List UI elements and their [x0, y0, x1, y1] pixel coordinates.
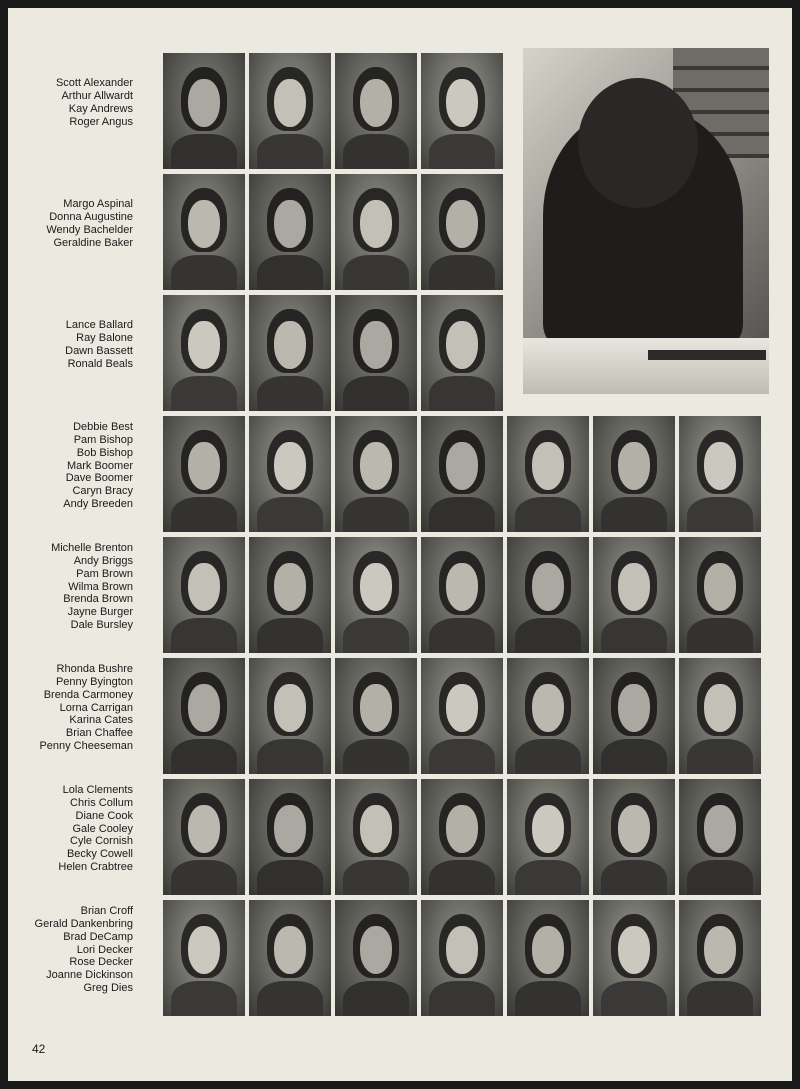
portrait-face: [446, 79, 479, 128]
portrait-face: [188, 442, 221, 491]
book-stack: [523, 338, 769, 394]
portrait-face: [446, 805, 479, 854]
student-portrait: [163, 295, 245, 411]
student-portrait: [679, 658, 761, 774]
student-portrait: [421, 779, 503, 895]
student-name: Caryn Bracy: [72, 485, 133, 498]
student-portrait: [163, 53, 245, 169]
portrait-face: [446, 563, 479, 612]
portrait-face: [704, 684, 737, 733]
student-portrait: [593, 537, 675, 653]
name-list: [0, 542, 133, 632]
portrait-body: [343, 860, 409, 895]
student-name: Rhonda Bushre: [56, 662, 133, 675]
student-portrait: [335, 779, 417, 895]
portrait-body: [687, 981, 753, 1016]
student-portrait: [593, 779, 675, 895]
portrait-face: [532, 805, 565, 854]
portrait-face: [274, 79, 307, 128]
student-portrait: [679, 900, 761, 1016]
portrait-face: [618, 684, 651, 733]
student-portrait: [507, 900, 589, 1016]
student-portrait: [679, 416, 761, 532]
portrait-body: [171, 376, 237, 411]
portrait-body: [515, 739, 581, 774]
portrait-body: [343, 255, 409, 290]
student-name: Penny Cheeseman: [39, 740, 133, 753]
portrait-face: [446, 442, 479, 491]
student-portrait: [249, 900, 331, 1016]
portrait-body: [343, 134, 409, 169]
portrait-face: [188, 684, 221, 733]
student-name: Rose Decker: [69, 956, 133, 969]
student-portrait: [335, 174, 417, 290]
portrait-face: [188, 79, 221, 128]
student-portrait: [507, 779, 589, 895]
student-name: Wilma Brown: [68, 580, 133, 593]
student-portrait: [421, 537, 503, 653]
portrait-face: [532, 442, 565, 491]
name-list: [0, 663, 133, 753]
portrait-body: [171, 981, 237, 1016]
portrait-body: [687, 497, 753, 532]
candid-photo: [523, 48, 769, 394]
portrait-body: [515, 618, 581, 653]
portrait-body: [429, 860, 495, 895]
portrait-face: [188, 321, 221, 370]
student-portrait: [507, 658, 589, 774]
portrait-face: [704, 563, 737, 612]
student-name: Scott Alexander: [55, 77, 133, 90]
student-name: Gerald Dankenbring: [34, 917, 133, 930]
student-name: Dawn Bassett: [65, 345, 133, 357]
portrait-face: [618, 442, 651, 491]
student-portrait: [421, 416, 503, 532]
student-name: Debbie Best: [73, 420, 133, 433]
student-name: Brian Chaffee: [65, 727, 133, 740]
student-portrait: [335, 295, 417, 411]
student-name: Lance Ballard: [65, 319, 133, 332]
portrait-face: [188, 200, 221, 249]
student-name: Joanne Dickinson: [46, 969, 133, 982]
portrait-face: [360, 805, 393, 854]
student-portrait: [593, 658, 675, 774]
student-name: Mark Boomer: [66, 459, 133, 472]
student-name: Jayne Burger: [67, 606, 133, 619]
student-name: Lorna Carrigan: [59, 701, 133, 714]
portrait-body: [257, 618, 323, 653]
student-portrait: [163, 174, 245, 290]
portrait-face: [360, 442, 393, 491]
portrait-body: [515, 497, 581, 532]
portrait-body: [429, 618, 495, 653]
student-name: Dale Bursley: [70, 619, 133, 632]
portrait-face: [704, 805, 737, 854]
student-name: Geraldine Baker: [53, 236, 133, 249]
student-portrait: [679, 779, 761, 895]
book-spine: [648, 350, 766, 360]
student-name: Greg Dies: [83, 982, 133, 995]
portrait-face: [618, 926, 651, 975]
portrait-face: [274, 684, 307, 733]
portrait-face: [446, 200, 479, 249]
portrait-body: [343, 981, 409, 1016]
student-name: Wendy Bachelder: [46, 224, 133, 236]
student-portrait: [421, 658, 503, 774]
student-name: Cyle Cornish: [70, 835, 133, 848]
student-portrait: [421, 53, 503, 169]
student-portrait: [249, 295, 331, 411]
portrait-body: [343, 618, 409, 653]
portrait-face: [274, 200, 307, 249]
portrait-body: [601, 739, 667, 774]
portrait-body: [601, 860, 667, 895]
student-name: Gale Cooley: [72, 822, 133, 835]
student-name: Andy Breeden: [63, 498, 133, 511]
student-portrait: [421, 900, 503, 1016]
portrait-face: [274, 926, 307, 975]
student-name: Diane Cook: [75, 809, 133, 822]
student-name: Helen Crabtree: [58, 861, 133, 874]
student-portrait: [249, 779, 331, 895]
student-name: Bob Bishop: [76, 446, 133, 459]
portrait-face: [446, 321, 479, 370]
student-name: Arthur Allwardt: [61, 90, 133, 103]
portrait-face: [618, 563, 651, 612]
portrait-body: [171, 739, 237, 774]
student-portrait: [507, 537, 589, 653]
portrait-body: [429, 255, 495, 290]
page-number: 42: [32, 1042, 46, 1056]
student-name: Kay Andrews: [68, 103, 133, 115]
student-name: Lori Decker: [76, 943, 133, 956]
student-portrait: [249, 416, 331, 532]
portrait-body: [257, 134, 323, 169]
portrait-body: [343, 497, 409, 532]
student-portrait: [335, 537, 417, 653]
student-name: Brian Croff: [80, 904, 133, 917]
student-name: Brad DeCamp: [63, 930, 133, 943]
student-name: Brenda Brown: [63, 593, 133, 606]
portrait-face: [446, 684, 479, 733]
student-portrait: [249, 537, 331, 653]
portrait-face: [360, 321, 393, 370]
name-list: [0, 77, 133, 129]
student-name: Ronald Beals: [67, 357, 133, 370]
portrait-face: [532, 926, 565, 975]
portrait-body: [601, 981, 667, 1016]
portrait-face: [360, 684, 393, 733]
portrait-face: [532, 684, 565, 733]
portrait-face: [274, 805, 307, 854]
portrait-body: [171, 255, 237, 290]
student-portrait: [335, 53, 417, 169]
portrait-body: [515, 860, 581, 895]
name-list: [0, 905, 133, 995]
portrait-body: [257, 255, 323, 290]
student-name: Dave Boomer: [65, 472, 133, 485]
student-portrait: [335, 658, 417, 774]
yearbook-page: [8, 8, 792, 1081]
portrait-face: [360, 200, 393, 249]
name-list: [0, 319, 133, 371]
student-portrait: [421, 295, 503, 411]
student-portrait: [335, 416, 417, 532]
portrait-face: [446, 926, 479, 975]
portrait-body: [429, 497, 495, 532]
portrait-body: [601, 497, 667, 532]
portrait-face: [188, 926, 221, 975]
student-name: Ray Balone: [76, 332, 133, 345]
portrait-face: [360, 79, 393, 128]
portrait-face: [704, 442, 737, 491]
student-name: Brenda Carmoney: [43, 688, 133, 701]
student-portrait: [335, 900, 417, 1016]
portrait-body: [515, 981, 581, 1016]
portrait-body: [257, 376, 323, 411]
student-name: Chris Collum: [70, 796, 133, 809]
student-portrait: [163, 537, 245, 653]
student-name: Donna Augustine: [49, 211, 133, 224]
portrait-body: [429, 134, 495, 169]
portrait-body: [257, 497, 323, 532]
student-name: Karina Cates: [69, 714, 133, 727]
portrait-face: [704, 926, 737, 975]
student-portrait: [679, 537, 761, 653]
student-name: Penny Byington: [55, 675, 133, 688]
portrait-body: [687, 739, 753, 774]
student-head: [578, 78, 698, 208]
portrait-body: [257, 739, 323, 774]
name-list: [0, 421, 133, 511]
student-portrait: [163, 779, 245, 895]
portrait-body: [687, 860, 753, 895]
portrait-body: [343, 376, 409, 411]
student-portrait: [421, 174, 503, 290]
portrait-body: [171, 618, 237, 653]
student-portrait: [249, 174, 331, 290]
student-portrait: [249, 658, 331, 774]
portrait-face: [360, 926, 393, 975]
portrait-body: [343, 739, 409, 774]
student-portrait: [163, 658, 245, 774]
portrait-body: [171, 134, 237, 169]
portrait-face: [274, 442, 307, 491]
student-name: Pam Brown: [76, 567, 133, 580]
portrait-body: [429, 739, 495, 774]
portrait-face: [188, 563, 221, 612]
portrait-body: [429, 376, 495, 411]
portrait-face: [532, 563, 565, 612]
portrait-body: [601, 618, 667, 653]
portrait-face: [360, 563, 393, 612]
student-name: Andy Briggs: [73, 554, 133, 567]
portrait-body: [687, 618, 753, 653]
student-portrait: [249, 53, 331, 169]
student-portrait: [593, 900, 675, 1016]
portrait-face: [274, 321, 307, 370]
student-name: Michelle Brenton: [51, 541, 133, 554]
student-name: Margo Aspinal: [63, 198, 133, 211]
portrait-body: [171, 860, 237, 895]
student-name: Lola Clements: [62, 783, 133, 796]
portrait-face: [618, 805, 651, 854]
student-portrait: [163, 416, 245, 532]
student-portrait: [507, 416, 589, 532]
student-name: Becky Cowell: [66, 848, 133, 861]
portrait-face: [188, 805, 221, 854]
student-portrait: [593, 416, 675, 532]
portrait-body: [257, 981, 323, 1016]
portrait-body: [257, 860, 323, 895]
portrait-face: [274, 563, 307, 612]
student-name: Pam Bishop: [73, 433, 133, 446]
student-portrait: [163, 900, 245, 1016]
name-list: [0, 198, 133, 250]
student-name: Roger Angus: [69, 115, 133, 128]
portrait-body: [429, 981, 495, 1016]
name-list: [0, 784, 133, 874]
portrait-body: [171, 497, 237, 532]
